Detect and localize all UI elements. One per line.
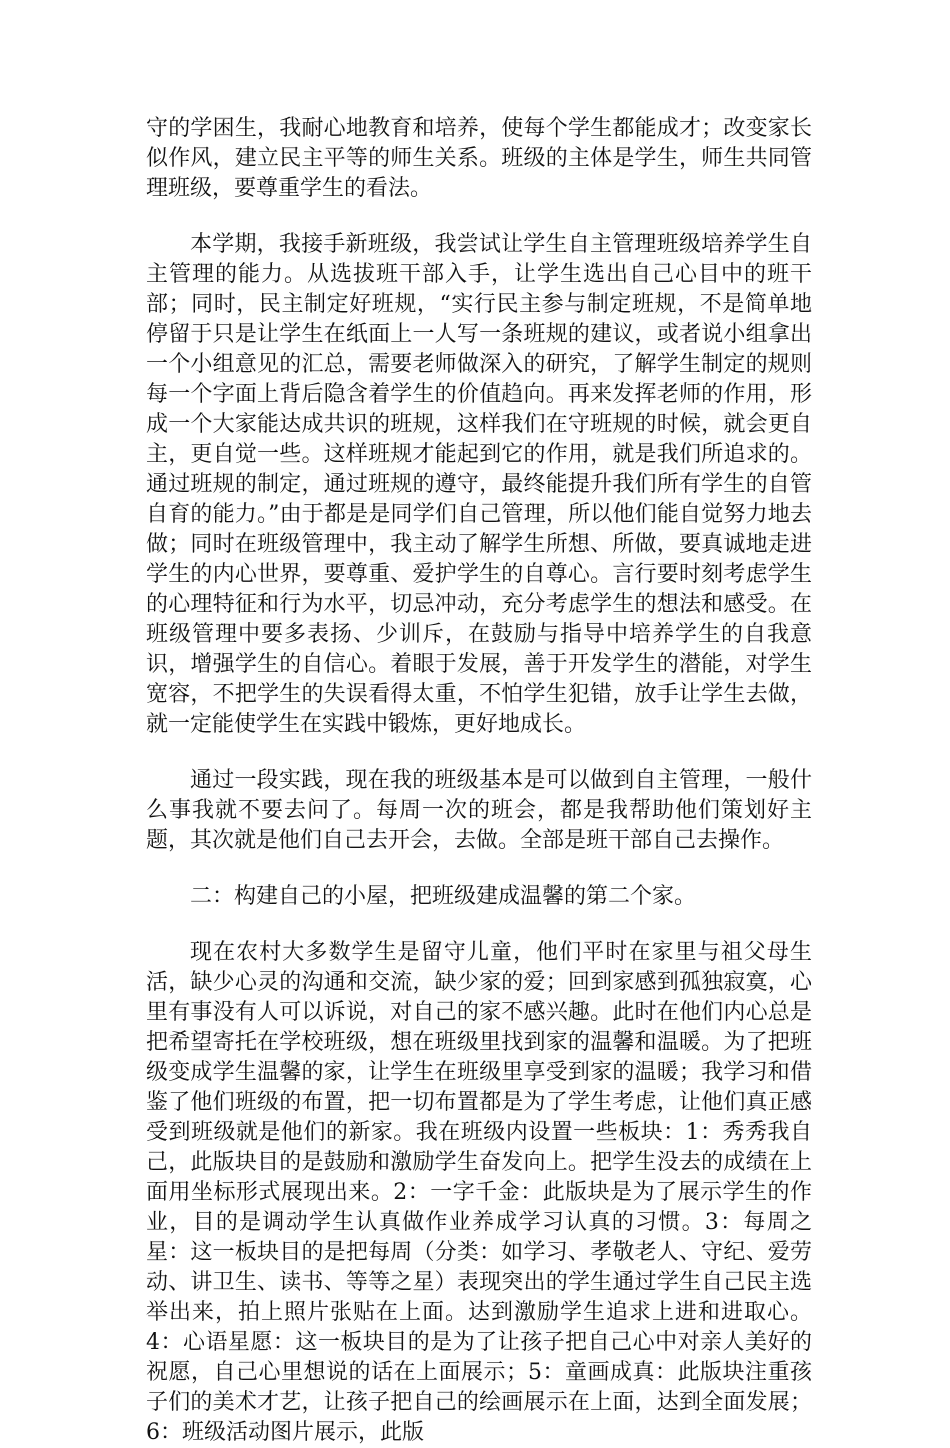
paragraph-class-home: 现在农村大多数学生是留守儿童，他们平时在家里与祖父母生活，缺少心灵的沟通和交流，缺少家的爱；回到家感到孤独寂寞，心里有事没有人可以诉说，对自己的家不感兴趣。此时在他们内心总是把希望寄托在学校班级，想在班级里找到家的温馨和温暖。为了把班级变成学生温馨的家，让学生在班级里享受到家的温暖；我学习和借鉴了他们班级的布置，把一切布置都是为了学生考虑，让他们真正感受到班级就是他们的新家。我在班级内设置一些板块：1：秀秀我自己，此版块目的是鼓励和激励学生奋发向上。把学生没去的成绩在上面用坐标形式展现出来。2：一字千金：此版块是为了展示学生的作业，目的是调动学生认真做作业养成学习认真的习惯。3：每周之星：这一板块目的是把每周（分类：如学习、孝敬老人、守纪、爱劳动、讲卫生、读书、等等之星）表现突出的学生通过学生自己民主选举出来，拍上照片张贴在上面。达到激励学生追求上进和进取心。4：心语星愿：这一板块目的是为了让孩子把自己心中对亲人美好的祝愿，自己心里想说的话在上面展示；5：童画成真：此版块注重孩子们的美术才艺，让孩子把自己的绘画展示在上面，达到全面发展；6：班级活动图片展示，此版: [146, 940, 812, 1445]
paragraph-continuation: 守的学困生，我耐心地教育和培养，使每个学生都能成才；改变家长似作风，建立民主平等的师生关系。班级的主体是学生，师生共同管理班级，要尊重学生的看法。: [146, 116, 812, 201]
paragraph-self-management: 本学期，我接手新班级，我尝试让学生自主管理班级培养学生自主管理的能力。从选拔班干部入手，让学生选出自己心目中的班干部；同时，民主制定好班规，“实行民主参与制定班规，不是简单地停留于只是让学生在纸面上一人写一条班规的建议，或者说小组拿出一个小组意见的汇总，需要老师做深入的研究，了解学生制定的规则每一个字面上背后隐含着学生的价值趋向。再来发挥老师的作用，形成一个大家能达成共识的班规，这样我们在守班规的时候，就会更自主，更自觉一些。这样班规才能起到它的作用，就是我们所追求的。通过班规的制定，通过班规的遵守，最终能提升我们所有学生的自管自育的能力。”由于都是是同学们自己管理，所以他们能自觉努力地去做；同时在班级管理中，我主动了解学生所想、所做，要真诚地走进学生的内心世界，要尊重、爱护学生的自尊心。言行要时刻考虑学生的心理特征和行为水平，切忌冲动，充分考虑学生的想法和感受。在班级管理中要多表扬、少训斥，在鼓励与指导中培养学生的自我意识，增强学生的自信心。着眼于发展，善于开发学生的潜能，对学生宽容，不把学生的失误看得太重，不怕学生犯错，放手让学生去做，就一定能使学生在实践中锻炼，更好地成长。: [146, 232, 812, 737]
paragraph-practice-result: 通过一段实践，现在我的班级基本是可以做到自主管理，一般什么事我就不要去问了。每周一次的班会，都是我帮助他们策划好主题，其次就是他们自己去开会，去做。全部是班干部自己去操作。: [146, 768, 812, 853]
section-heading-2: 二：构建自己的小屋，把班级建成温馨的第二个家。: [190, 884, 697, 909]
document-page: [146, 114, 812, 1448]
